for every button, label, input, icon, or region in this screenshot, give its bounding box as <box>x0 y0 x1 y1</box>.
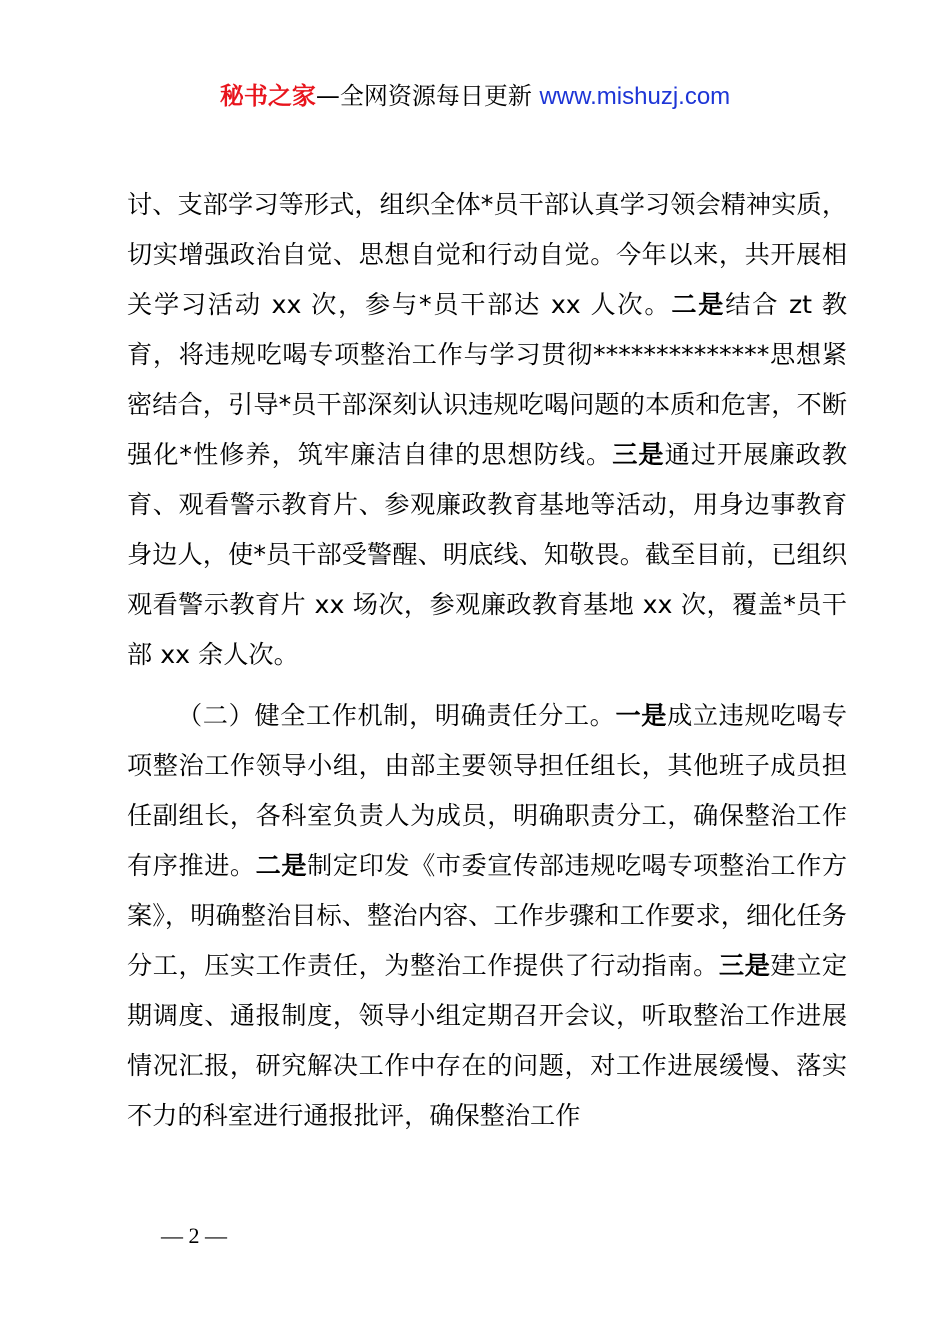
p2-marker-3: 三是 <box>718 951 771 980</box>
p2-marker-2: 二是 <box>255 851 308 880</box>
brand-name: 秘书之家 <box>219 82 316 110</box>
header-dash: — <box>315 82 340 110</box>
p2-marker-1: 一是 <box>615 701 668 730</box>
p1-marker-2: 二是 <box>671 290 726 319</box>
p1-marker-3: 三是 <box>612 440 665 469</box>
header-slogan: 全网资源每日更新 <box>339 82 532 110</box>
site-header <box>0 78 950 115</box>
page-number: — 2 — <box>161 1223 227 1248</box>
p2-heading: （二）健全工作机制，明确责任分工。 <box>177 701 616 730</box>
p2-sentence-2: 制定印发《市委宣传部违规吃喝专项整治工作方案》，明确整治目标、整治内容、工作步骤和工作要求，细化任务分工，压实工作责任，为整治工作提供了行动指南。 <box>127 851 848 980</box>
paragraph-2 <box>127 691 847 1141</box>
p1-sentence-1: 讨、支部学习等形式，组织全体*员干部认真学习领会精神实质，切实增强政治自觉、思想自觉和行动自觉。今年以来，共开展相关学习活动 xx 次，参与*员干部达 xx 人次。 <box>127 190 847 319</box>
p2-sentence-3: 建立定期调度、通报制度，领导小组定期召开会议，听取整治工作进展情况汇报，研究解决工作中存在的问题，对工作进展缓慢、落实不力的科室进行通报批评，确保整治工作 <box>127 951 848 1130</box>
paragraph-1 <box>127 180 847 680</box>
p1-sentence-3: 通过开展廉政教育、观看警示教育片、参观廉政教育基地等活动，用身边事教育身边人，使*员干部受警醒、明底线、知敬畏。截至目前，已组织观看警示教育片 xx 场次，参观廉政教育基地 xx 次，覆盖*员干部 xx 余人次。 <box>127 440 848 669</box>
document-body <box>127 180 847 1141</box>
site-url-link[interactable]: www.mishuzj.com <box>539 83 731 110</box>
p1-sentence-2: 结合 zt 教育，将违规吃喝专项整治工作与学习贯彻**************思想紧密结合，引导*员干部深刻认识违规吃喝问题的本质和危害，不断强化*性修养，筑牢廉洁自律的思想防线。 <box>127 290 848 469</box>
p2-sentence-1: 成立违规吃喝专项整治工作领导小组，由部主要领导担任组长，其他班子成员担任副组长，各科室负责人为成员，明确职责分工，确保整治工作有序推进。 <box>127 701 848 880</box>
